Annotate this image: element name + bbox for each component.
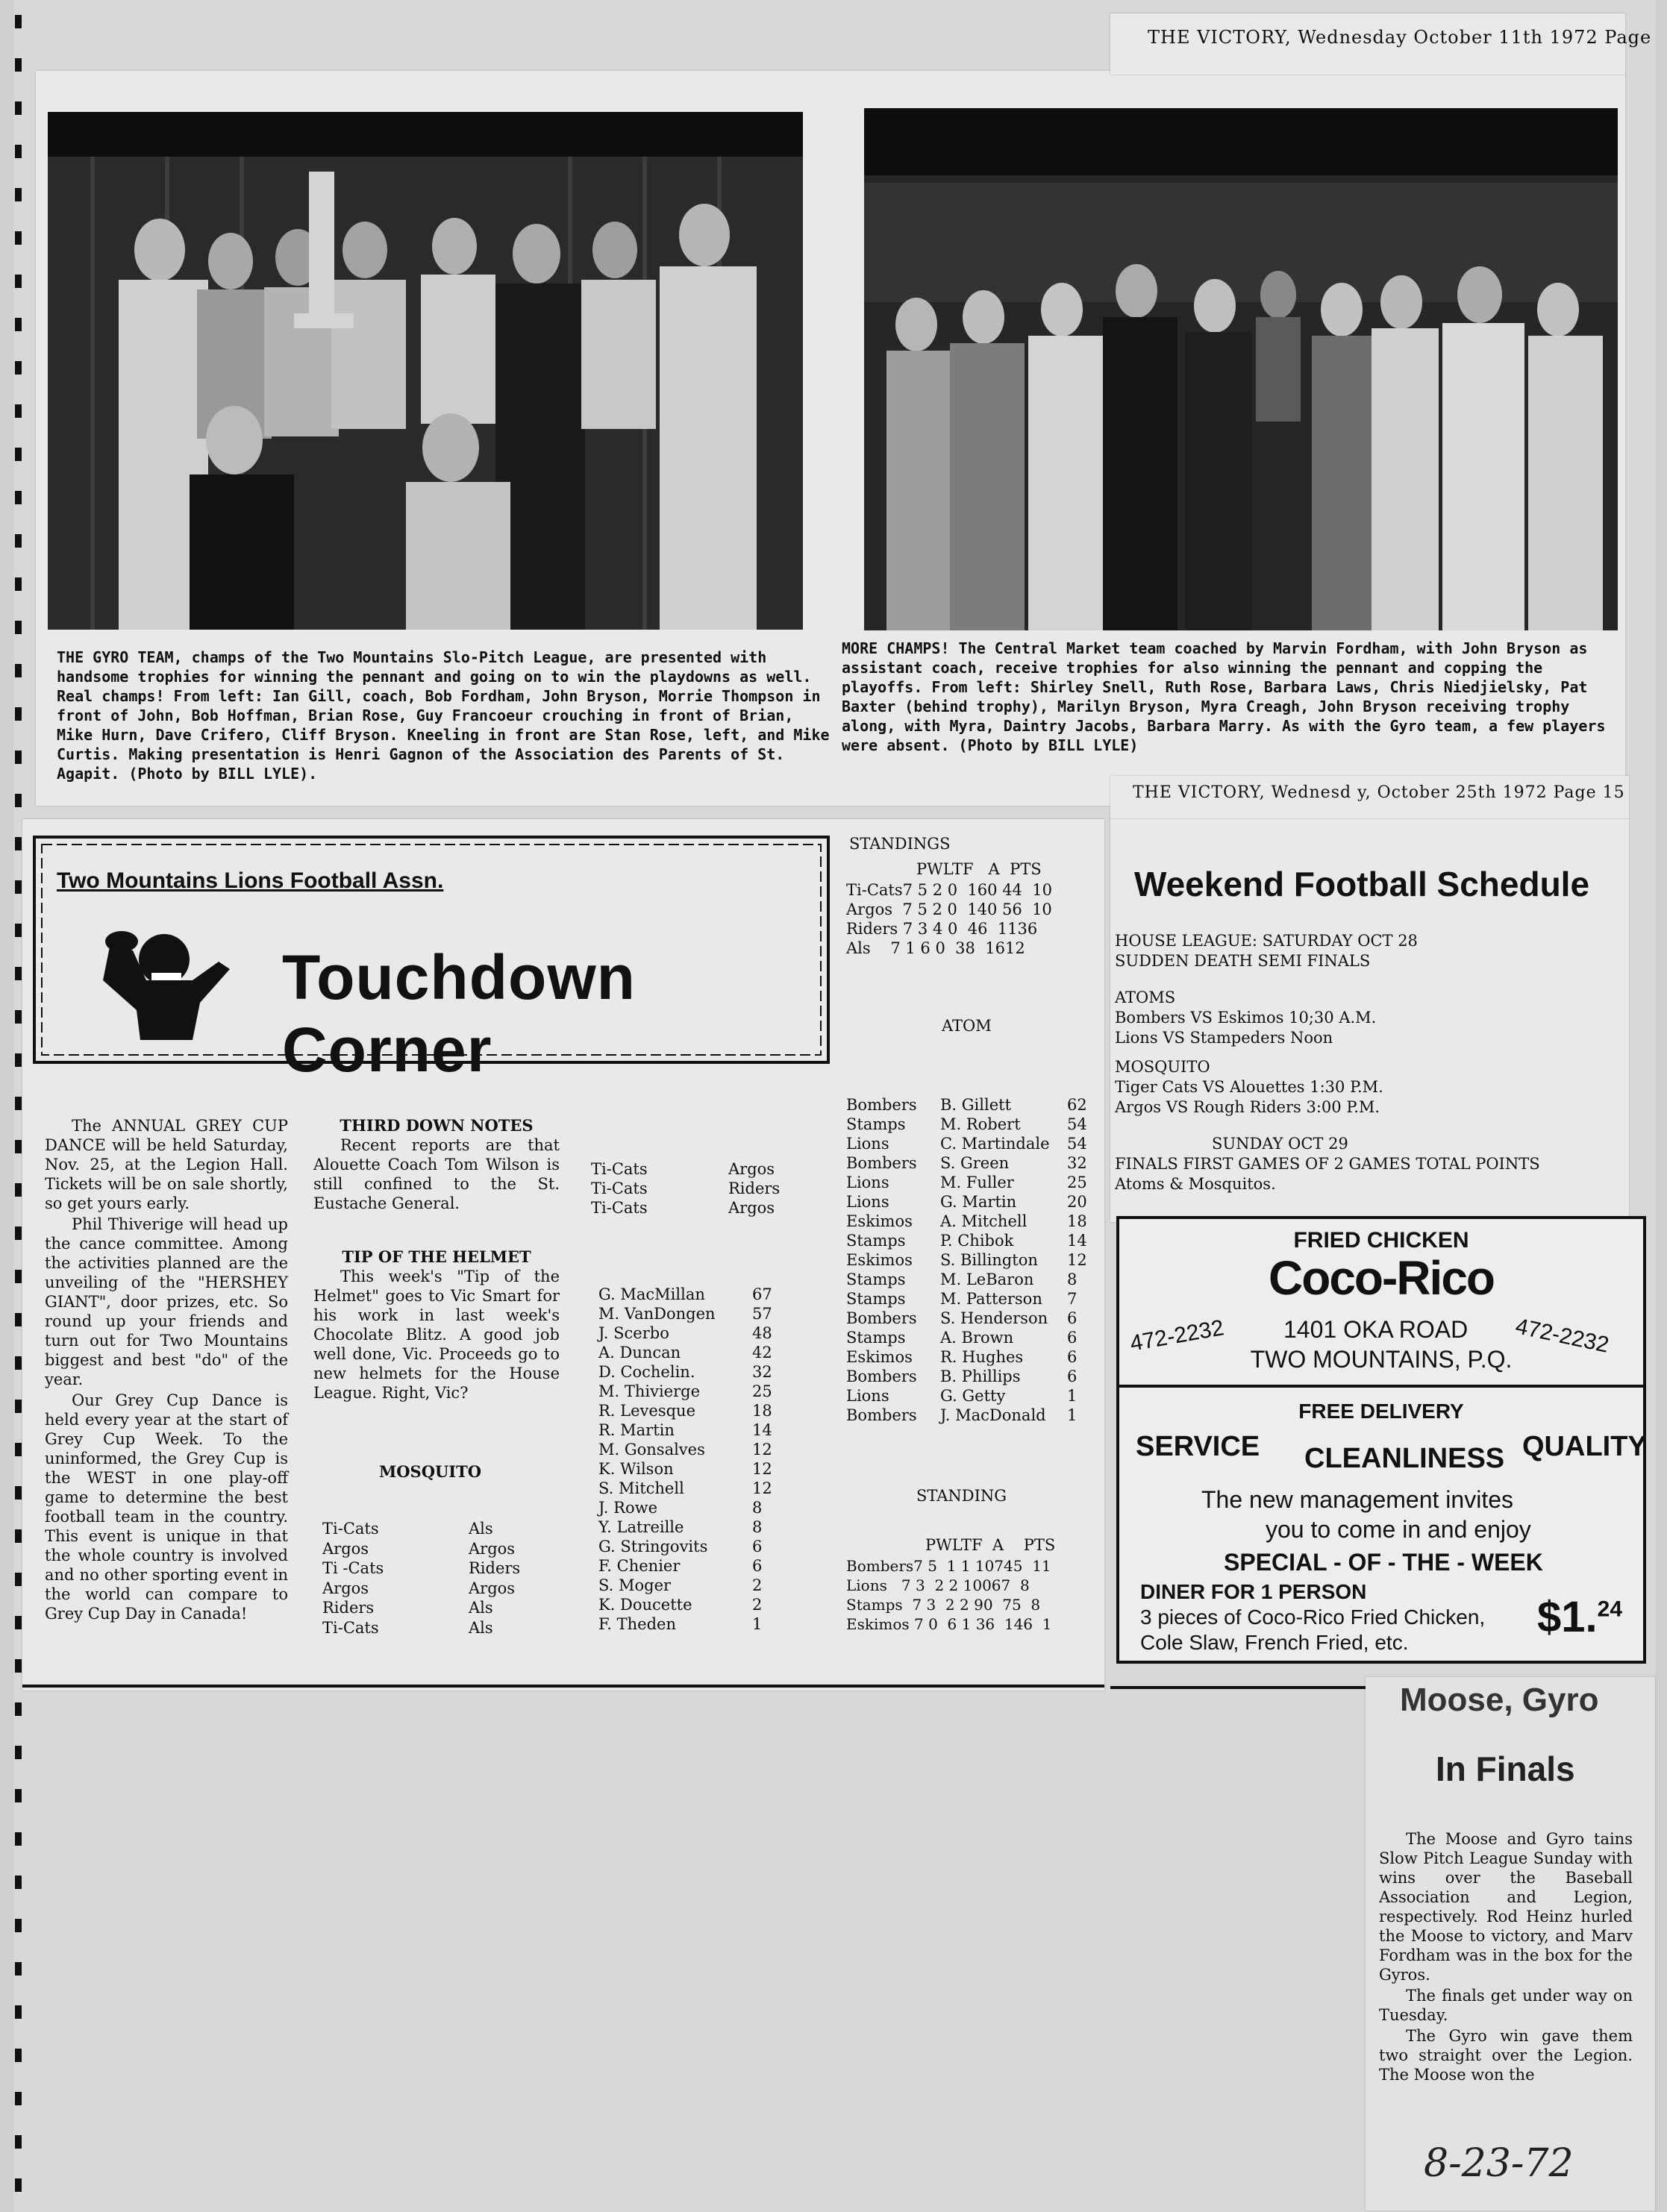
standings-header: PWLTF A PTS [916,860,1042,878]
ad-phone-left: 472-2232 [1128,1315,1226,1356]
scorer-row: G. MacMillan 67 [598,1285,772,1303]
schedule-atom-game: Lions VS Stampeders Noon [1115,1029,1333,1047]
mosquito-game-row: Riders Als [322,1599,493,1617]
standings-title: STANDINGS [849,835,951,853]
scorer-row: J. Rowe 8 [598,1499,763,1517]
moose-title-1: Moose, Gyro [1400,1682,1599,1718]
atom-row: Eskimos A. Mitchell 18 [846,1212,1087,1230]
standing2-title: STANDING [916,1487,1007,1505]
moose-body [1379,1829,1633,2086]
ad-service: SERVICE [1136,1431,1260,1462]
standing2-row: Bombers7 5 1 1 10745 11 [846,1557,1051,1575]
scorer-row: M. VanDongen 57 [598,1305,772,1323]
scorers-list [598,1285,785,1634]
schedule-semi: SUDDEN DEATH SEMI FINALS [1115,952,1371,970]
atom-row: Lions M. Fuller 25 [846,1174,1087,1191]
atom-row: Stamps M. Patterson 7 [846,1290,1078,1308]
moose-para-2: The finals get under way on Tuesday. [1379,1987,1633,2024]
ad-diner: DINER FOR 1 PERSON [1140,1580,1367,1603]
schedule-mosquito-title: MOSQUITO [1115,1058,1210,1076]
ad-invite-1: The new management invites [1201,1486,1513,1513]
moose-para-3: The Gyro win gave them two straight over the Legion. The Moose won the [1379,2027,1633,2084]
scorer-row: R. Levesque 18 [598,1402,772,1420]
handwritten-date: 8-23-72 [1424,2141,1574,2186]
banner-title: Touchdown Corner [282,942,636,1085]
schedule-sunday: SUNDAY OCT 29 [1212,1135,1348,1153]
atom-row: Stamps M. LeBaron 8 [846,1271,1078,1288]
moose-para-1: The Moose and Gyro tains Slow Pitch League Sunday with wins over the Baseball Association and Legion, respectively. Rod Heinz hurled the Moose to victory, and Marv Fordham was in the box for the Gyros. [1379,1830,1633,1984]
standing2-table [846,1556,1051,1634]
moose-title-2: In Finals [1436,1749,1575,1788]
atom-row: Bombers J. MacDonald 1 [846,1406,1078,1424]
scorer-row: F. Theden 1 [598,1615,763,1633]
standing2-row: Stamps 7 3 2 2 90 75 8 [846,1596,1041,1614]
scorer-row: Y. Latreille 8 [598,1518,763,1536]
schedule-body [1115,931,1622,1194]
central-market-team-photo [864,108,1618,630]
gyro-team-photo [48,112,803,630]
ad-quality: QUALITY [1522,1431,1647,1462]
scorer-row: M. Thivierge 25 [598,1382,772,1400]
atom-row: Stamps P. Chibok 14 [846,1232,1087,1250]
mosquito-title: MOSQUITO [379,1462,482,1481]
schedule-finals: FINALS FIRST GAMES OF 2 GAMES TOTAL POINTS [1115,1155,1540,1173]
atom-title: ATOM [942,1017,992,1035]
ad-special: SPECIAL - OF - THE - WEEK [1224,1549,1543,1576]
scorer-row: S. Mitchell 12 [598,1479,772,1497]
gyro-team-caption: THE GYRO TEAM, champs of the Two Mountains Slo-Pitch League, are presented with handsome trophies for winning the pennant and going on to win the playdowns as well. Real champs! From left: Ian Gill, coach, Bob Fordham, John Bryson, Morrie Thompson in front of John, Bob Hoffman, Brian Rose, Guy Francoeur crouching in front of Brian, Mike Hurn, Dave Crifero, Cliff Bryson. Kneeling in front are Stan Rose, left, and Mike Curtis. Making presentation is Henri Gagnon of the Association des Parents of St. Agapit. (Photo by BILL LYLE). [57,648,830,783]
grey-cup-para-1: The ANNUAL GREY CUP DANCE will be held Saturday, Nov. 25, at the Legion Hall. Tickets will be on sale shortly, so get yours early. [45,1117,288,1212]
scorer-row: K. Wilson 12 [598,1460,772,1478]
mosquito-game-row: Ti-Cats Als [322,1520,493,1538]
football-player-icon [81,928,252,1040]
ad-city: TWO MOUNTAINS, P.Q. [1250,1346,1513,1373]
standings-row: Ti-Cats7 5 2 0 160 44 10 [846,881,1052,899]
notes-column [313,1116,560,1404]
grey-cup-para-3: Our Grey Cup Dance is held every year at the start of Grey Cup Week. To the uninformed, the Grey Cup is the WEST in one play-off game to determine the best football team in the country. This event is unique in that the whole country is involved and no other sporting event in the world can compare to Grey Cup Day in Canada! [45,1391,288,1623]
mosquito-games [322,1519,569,1638]
ad-price-main: $1. [1537,1593,1598,1641]
coco-rico-ad [1116,1216,1646,1664]
ad-price-cents: 24 [1597,1597,1623,1622]
standings-row: Riders 7 3 4 0 46 1136 [846,920,1038,938]
third-down-title: THIRD DOWN NOTES [340,1116,534,1135]
atom-row: Bombers S. Henderson 6 [846,1309,1078,1327]
tip-title: TIP OF THE HELMET [342,1247,531,1266]
banner-association: Two Mountains Lions Football Assn. [57,868,444,893]
scorer-row: M. Gonsalves 12 [598,1441,772,1459]
ad-address: 1401 OKA ROAD [1283,1316,1469,1343]
mosquito-game-row: Ti-Cats Als [322,1618,493,1637]
ad-desc-2: Cole Slaw, French Fried, etc. [1140,1631,1409,1654]
schedule-house-league: HOUSE LEAGUE: SATURDAY OCT 28 [1115,932,1418,950]
atom-row: Lions G. Martin 20 [846,1193,1087,1211]
scorer-row: F. Chenier 6 [598,1557,763,1575]
scorer-row: K. Doucette 2 [598,1596,763,1614]
game-row: Ti-Cats Argos [591,1160,775,1178]
atom-row: Eskimos S. Billington 12 [846,1251,1087,1269]
ad-invite-2: you to come in and enjoy [1266,1516,1531,1543]
ad-fried-chicken: FRIED CHICKEN [1293,1228,1469,1253]
standing2-row: Eskimos 7 0 6 1 36 146 1 [846,1615,1052,1633]
mosquito-game-row: Ti -Cats Riders [322,1559,521,1577]
standings-row: Argos 7 5 2 0 140 56 10 [846,900,1052,918]
game-row: Ti-Cats Argos [591,1199,775,1217]
atom-row: Lions G. Getty 1 [846,1387,1078,1405]
grey-cup-para-2: Phil Thiverige will head up the cance committee. Among the activities planned are the unveiling of the "HERSHEY GIANT", door prizes, etc. So round up your friends and turn out for Two Mountains biggest and best "do" of the year. [45,1215,288,1388]
ad-desc-1: 3 pieces of Coco-Rico Fried Chicken, [1140,1605,1486,1629]
tip-body: This week's "Tip of the Helmet" goes to Vic Smart for his work in last week's Chocolate Blitz. A good job well done, Vic. Proceeds go to new helmets for the House League. Right, Vic? [313,1268,560,1402]
scorer-row: R. Martin 14 [598,1421,772,1439]
atom-row: Eskimos R. Hughes 6 [846,1348,1078,1366]
standing2-header: PWLTF A PTS [925,1536,1056,1554]
oct25-page-header: THE VICTORY, Wednesd y, October 25th 1972 Page 15 [1133,783,1625,802]
atom-row: Lions C. Martindale 54 [846,1135,1087,1153]
ad-brand-logo: Coco-Rico [1269,1251,1494,1305]
central-market-caption: MORE CHAMPS! The Central Market team coached by Marvin Fordham, with John Bryson as assistant coach, receive trophies for also winning the pennant and copping the playoffs. From left: Shirley Snell, Ruth Rose, Barbara Laws, Chris Niedjielsky, Pat Baxter (behind trophy), Marilyn Bryson, Myra Creagh, John Bryson receiving trophy along, with Myra, Daintry Jacobs, Barbara Marry. As with the Gyro team, a few players were absent. (Photo by BILL LYLE) [842,639,1606,754]
grey-cup-column [45,1116,288,1625]
atom-row: Stamps A. Brown 6 [846,1329,1078,1347]
ad-free-delivery: FREE DELIVERY [1298,1400,1464,1423]
standings-table [846,880,1052,958]
atom-row: Bombers B. Phillips 6 [846,1367,1078,1385]
scorer-row: J. Scerbo 48 [598,1324,772,1342]
scrapbook-page [13,0,1655,2212]
schedule-title: Weekend Football Schedule [1134,865,1590,903]
mosquito-game-row: Argos Argos [322,1579,516,1597]
standings-row: Als 7 1 6 0 38 1612 [846,939,1025,957]
mosquito-game-row: Argos Argos [322,1539,516,1558]
scorer-row: G. Stringovits 6 [598,1538,763,1555]
schedule-atom-game: Bombers VS Eskimos 10;30 A.M. [1115,1009,1377,1027]
schedule-atoms-title: ATOMS [1115,988,1176,1006]
scorer-row: D. Cochelin. 32 [598,1363,772,1381]
game-row: Ti-Cats Riders [591,1179,781,1197]
schedule-mosquito-game: Argos VS Rough Riders 3:00 P.M. [1115,1098,1380,1116]
schedule-finals-sub: Atoms & Mosquitos. [1115,1175,1276,1193]
scorer-row: S. Moger 2 [598,1576,763,1594]
ad-phone-right: 472-2232 [1513,1314,1611,1358]
atom-list [846,1095,1100,1425]
games-top [591,1159,815,1218]
standing2-row: Lions 7 3 2 2 10067 8 [846,1576,1030,1594]
top-page-header: THE VICTORY, Wednesday October 11th 1972 Page [1148,27,1652,48]
atom-row: Stamps M. Robert 54 [846,1115,1087,1133]
atom-row: Bombers B. Gillett 62 [846,1096,1087,1114]
atom-row: Bombers S. Green 32 [846,1154,1087,1172]
ad-cleanliness: CLEANLINESS [1304,1443,1505,1474]
touchdown-corner-banner [28,830,834,1085]
ad-price [1537,1592,1622,1642]
third-down-body: Recent reports are that Alouette Coach Tom Wilson is still confined to the St. Eustache General. [313,1136,560,1212]
scorer-row: A. Duncan 42 [598,1344,772,1362]
schedule-mosquito-game: Tiger Cats VS Alouettes 1:30 P.M. [1115,1078,1383,1096]
